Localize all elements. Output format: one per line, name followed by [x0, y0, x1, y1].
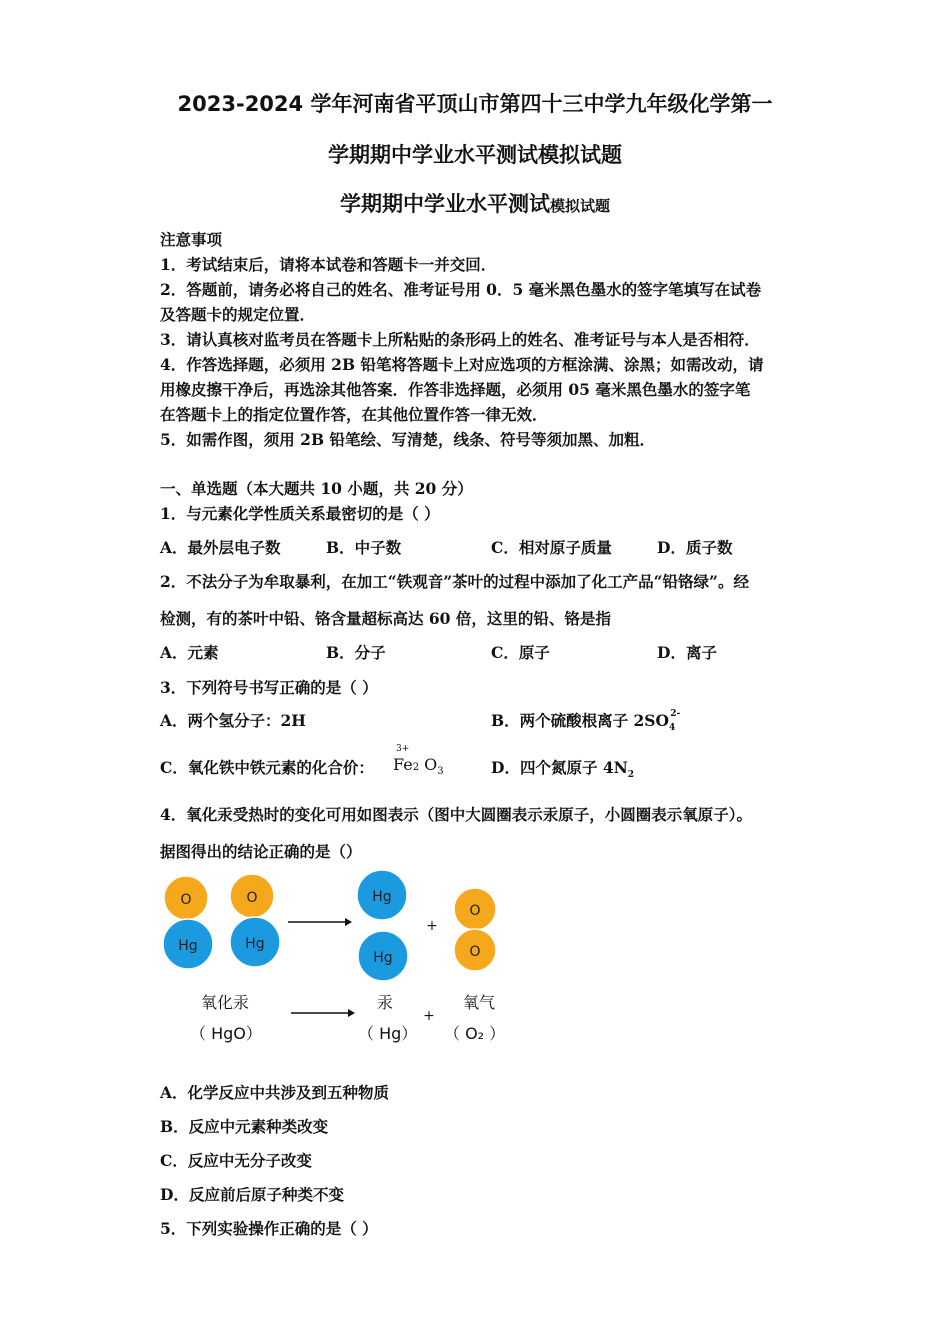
notice-item: 用橡皮擦干净后，再选涂其他答案．作答非选择题，必须用 05 毫米黑色墨水的签字笔 [160, 380, 751, 399]
q4-option-d: D．反应前后原子种类不变 [160, 1185, 344, 1204]
question-4-stem-cont: 据图得出的结论正确的是（） [160, 842, 362, 861]
arrow-head [348, 1009, 355, 1017]
question-1-stem: 1．与元素化学性质关系最密切的是（ ） [160, 504, 440, 523]
q2-option-c: C．原子 [491, 643, 550, 662]
question-4-stem: 4．氧化汞受热时的变化可用如图表示（图中大圆圈表示汞原子，小圆圈表示氧原子）。 [160, 805, 753, 824]
atom-label: Hg [372, 889, 392, 905]
formula-fe: Fe [393, 755, 413, 774]
notice-heading: 注意事项 [160, 230, 223, 249]
atom-label: O [469, 903, 481, 919]
formula-oxygen: （ O₂ ） [444, 1024, 506, 1043]
atom-hg-4 [358, 931, 408, 981]
title-line-1: 2023-2024 学年河南省平顶山市第四十三中学九年级化学第一 [177, 92, 773, 116]
atom-o-1 [164, 876, 208, 920]
q1-option-c: C．相对原子质量 [491, 538, 612, 557]
reaction-arrow-1 [288, 918, 352, 926]
atom-o-2 [230, 874, 274, 918]
notice-item: 4．作答选择题，必须用 2B 铅笔将答题卡上对应选项的方框涂满、涂黑；如需改动，请 [160, 355, 764, 374]
question-2-stem-cont: 检测，有的茶叶中铅、铬含量超标高达 60 倍，这里的铅、铬是指 [160, 609, 611, 628]
title-line-2: 学期期中学业水平测试模拟试题 [328, 143, 622, 167]
formula-sub-2: 2 [412, 762, 420, 773]
atom-hg-1 [163, 919, 213, 969]
atom-o-3 [454, 888, 496, 930]
formula-o: O [424, 755, 438, 774]
notice-item: 及答题卡的规定位置． [160, 305, 316, 324]
q3-option-b-text: B．两个硫酸根离子 2SO [491, 711, 669, 730]
atom-label: O [469, 944, 481, 960]
q4-option-a: A．化学反应中共涉及到五种物质 [160, 1083, 390, 1102]
q3-option-d-text: D．四个氮原子 4N [491, 758, 628, 777]
atom-hg-2 [230, 917, 280, 967]
notice-item: 2．答题前，请务必将自己的姓名、准考证号用 0．5 毫米黑色墨水的签字笔填写在试卷 [160, 280, 762, 299]
question-3-stem: 3．下列符号书写正确的是（ ） [160, 678, 378, 697]
atom-label: Hg [373, 950, 393, 966]
notice-item: 在答题卡上的指定位置作答，在其他位置作答一律无效． [160, 405, 548, 424]
title-line-3-main: 学期期中学业水平测试 [339, 192, 550, 216]
q4-option-c: C．反应中无分子改变 [160, 1151, 312, 1170]
label-mercury: 汞 [377, 993, 394, 1012]
notice-item: 5．如需作图，须用 2B 铅笔绘、写清楚，线条、符号等须加黑、加粗． [160, 430, 655, 449]
label-oxygen: 氧气 [463, 993, 496, 1012]
title-line-3 [0, 188, 950, 218]
q2-option-d: D．离子 [657, 643, 717, 662]
q1-option-b: B．中子数 [326, 538, 402, 557]
notice-item: 3．请认真核对监考员在答题卡上所粘贴的条形码上的姓名、准考证号与本人是否相符． [160, 330, 760, 349]
q3-option-d [491, 756, 634, 780]
notice-item: 1．考试结束后，请将本试卷和答题卡一并交回． [160, 255, 497, 274]
q3-option-b [491, 709, 685, 733]
atom-label: O [246, 890, 258, 906]
q2-option-a: A．元素 [160, 643, 219, 662]
reaction-arrow-2 [291, 1009, 355, 1017]
q3-option-b-sub: 4 [668, 723, 676, 734]
q1-option-d: D．质子数 [657, 538, 733, 557]
atom-label: Hg [245, 936, 265, 952]
atom-label: Hg [178, 938, 198, 954]
q3-option-c-formula [393, 755, 444, 777]
formula-sub-3: 3 [437, 766, 444, 778]
title-line-3-small: 模拟试题 [549, 197, 610, 215]
section-heading: 一、单选题（本大题共 10 小题，共 20 分） [160, 479, 473, 498]
atom-hg-3 [357, 870, 407, 920]
q1-option-a: A．最外层电子数 [160, 538, 281, 557]
q4-option-b: B．反应中元素种类改变 [160, 1117, 329, 1136]
q3-option-b-sup: 2- [670, 708, 681, 719]
question-5-stem: 5．下列实验操作正确的是（ ） [160, 1219, 378, 1238]
question-2-stem: 2．不法分子为牟取暴利，在加工“铁观音”茶叶的过程中添加了化工产品“铅铬绿”。经 [160, 572, 749, 591]
q3-option-a: A．两个氢分子：2H [160, 711, 306, 730]
label-mercury-oxide: 氧化汞 [201, 993, 250, 1012]
plus-sign: + [426, 918, 438, 934]
q3-option-c: C．氧化铁中铁元素的化合价： [160, 758, 374, 777]
formula-mercury: （ Hg） [358, 1024, 418, 1043]
plus-sign-2: + [423, 1008, 435, 1024]
formula-mercury-oxide: （ HgO） [190, 1024, 262, 1043]
atom-label: O [180, 892, 192, 908]
atom-o-4 [454, 929, 496, 971]
arrow-head [345, 918, 352, 926]
q2-option-b: B．分子 [326, 643, 386, 662]
q3-option-c-charge: 3+ [396, 744, 410, 754]
q3-option-d-sub: 2 [627, 770, 635, 781]
